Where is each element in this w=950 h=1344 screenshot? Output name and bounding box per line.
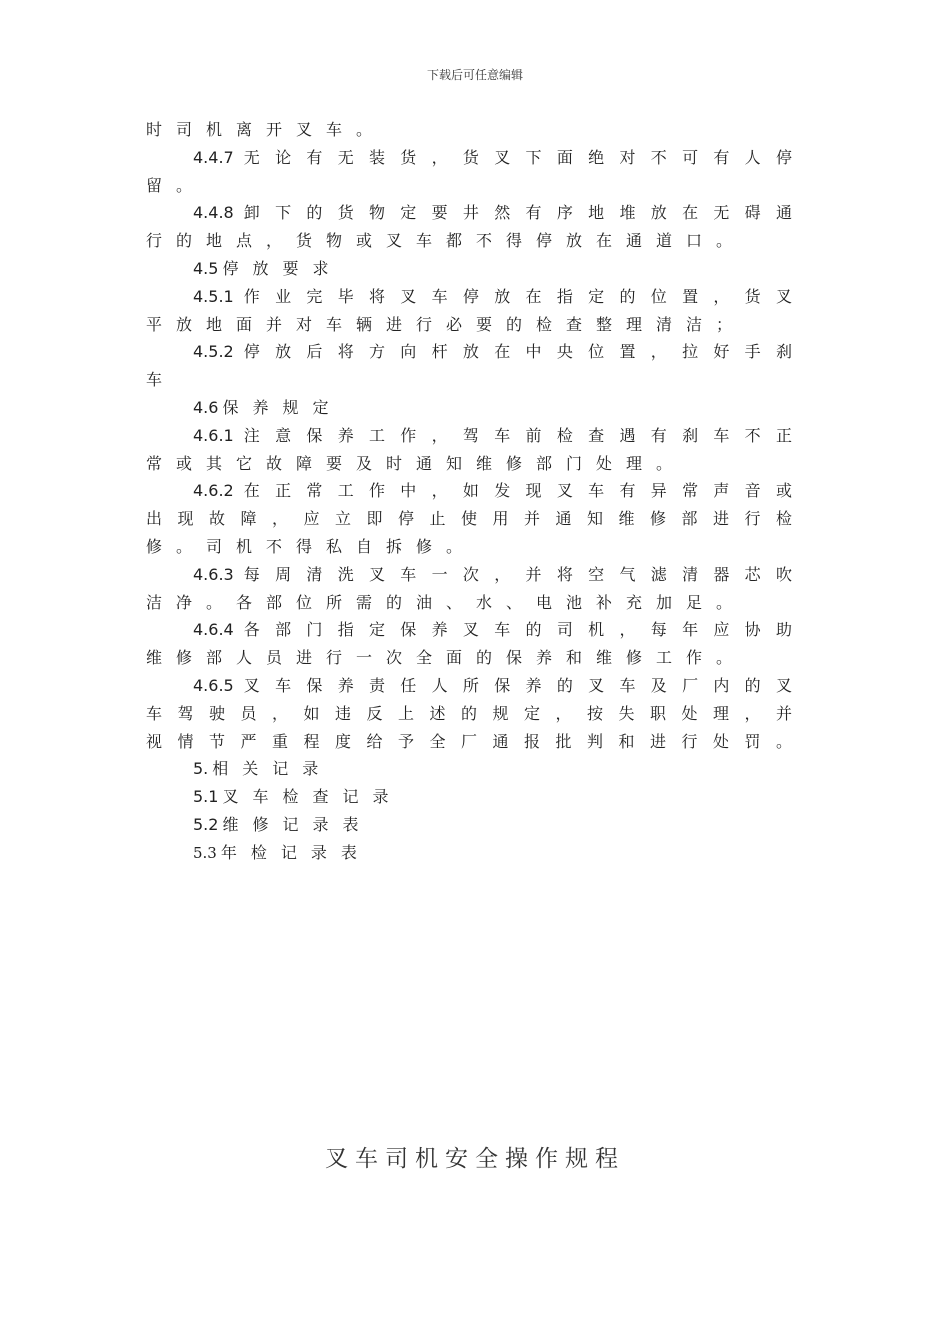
paragraph-line bbox=[146, 672, 792, 700]
section-number: 4.5 bbox=[193, 258, 219, 278]
paragraph-line bbox=[146, 338, 792, 366]
line-text: 卸 下 的 货 物 定 要 井 然 有 序 地 堆 放 在 无 碍 通 bbox=[237, 203, 792, 223]
line-text: 无 论 有 无 装 货 ， 货 叉 下 面 绝 对 不 可 有 人 停 bbox=[237, 147, 792, 167]
line-text: 相关记录 bbox=[212, 759, 333, 779]
section-number: 4.6.3 bbox=[193, 564, 234, 584]
paragraph-line bbox=[146, 422, 792, 450]
paragraph-line bbox=[146, 450, 792, 478]
document-title: 叉车司机安全操作规程 bbox=[325, 1146, 625, 1172]
line-text: 各 部 门 指 定 保 养 叉 车 的 司 机 ， 每 年 应 协 助 bbox=[237, 620, 792, 640]
section-number: 4.6 bbox=[193, 397, 219, 417]
paragraph-line bbox=[146, 783, 792, 811]
paragraph-line bbox=[146, 227, 792, 255]
paragraph-line bbox=[146, 839, 792, 867]
document-body bbox=[146, 116, 792, 867]
line-text: 在 正 常 工 作 中 ， 如 发 现 叉 车 有 异 常 声 音 或 bbox=[237, 481, 792, 501]
paragraph-line bbox=[146, 144, 792, 172]
line-text: 维修记录表 bbox=[222, 814, 373, 834]
paragraph-line bbox=[146, 755, 792, 783]
line-text: 车 bbox=[146, 370, 177, 390]
paragraph-line bbox=[146, 283, 792, 311]
paragraph-line bbox=[146, 394, 792, 422]
section-number: 5.2 bbox=[193, 814, 219, 834]
section-number: 4.6.4 bbox=[193, 620, 234, 640]
paragraph-line bbox=[146, 366, 792, 394]
paragraph-line bbox=[146, 589, 792, 617]
paragraph-line bbox=[146, 199, 792, 227]
line-text: 停 放 后 将 方 向 杆 放 在 中 央 位 置 ， 拉 好 手 刹 bbox=[237, 342, 792, 362]
line-text: 年检记录表 bbox=[220, 842, 371, 862]
line-text: 作 业 完 毕 将 叉 车 停 放 在 指 定 的 位 置 ， 货 叉 bbox=[237, 286, 792, 306]
section-number: 5. bbox=[193, 759, 209, 779]
line-text: 洁净。各部位所需的油、水、电池补充加足。 bbox=[146, 592, 747, 612]
paragraph-line bbox=[146, 477, 792, 505]
line-text: 维修部人员进行一次全面的保养和维修工作。 bbox=[146, 648, 747, 668]
section-number: 4.4.7 bbox=[193, 147, 234, 167]
line-text: 停放要求 bbox=[222, 258, 343, 278]
line-text: 车 驾 驶 员 ， 如 违 反 上 述 的 规 定 ， 按 失 职 处 理 ， 并 bbox=[146, 703, 792, 723]
line-text: 每 周 清 洗 叉 车 一 次 ， 并 将 空 气 滤 清 器 芯 吹 bbox=[237, 564, 792, 584]
paragraph-line bbox=[146, 561, 792, 589]
paragraph-line bbox=[146, 811, 792, 839]
line-text: 修。司机不得私自拆修。 bbox=[146, 536, 477, 556]
line-text: 平放地面并对车辆进行必要的检查整理清洁； bbox=[146, 314, 747, 334]
line-text: 叉 车 保 养 责 任 人 所 保 养 的 叉 车 及 厂 内 的 叉 bbox=[237, 675, 792, 695]
section-number: 4.6.5 bbox=[193, 675, 234, 695]
section-number: 4.4.8 bbox=[193, 203, 234, 223]
line-text: 时司机离开叉车。 bbox=[146, 120, 387, 139]
line-text: 常或其它故障要及时通知维修部门处理。 bbox=[146, 453, 687, 473]
paragraph-line bbox=[146, 311, 792, 339]
line-text: 注 意 保 养 工 作 ， 驾 车 前 检 查 遇 有 刹 车 不 正 bbox=[237, 425, 792, 445]
paragraph-line bbox=[146, 116, 792, 144]
line-text: 行的地点，货物或叉车都不得停放在通道口。 bbox=[146, 231, 747, 251]
paragraph-line bbox=[146, 533, 792, 561]
page-header: 下载后可任意编辑 bbox=[426, 68, 523, 82]
section-number: 5.1 bbox=[193, 787, 219, 807]
section-number: 5.3 bbox=[193, 843, 217, 862]
section-number: 4.5.2 bbox=[193, 342, 234, 362]
section-number: 4.5.1 bbox=[193, 286, 234, 306]
line-text: 留。 bbox=[146, 175, 207, 195]
paragraph-line bbox=[146, 255, 792, 283]
section-number: 4.6.1 bbox=[193, 425, 234, 445]
paragraph-line bbox=[146, 700, 792, 728]
paragraph-line bbox=[146, 172, 792, 200]
paragraph-line bbox=[146, 616, 792, 644]
paragraph-line bbox=[146, 728, 792, 756]
line-text: 出 现 故 障 ， 应 立 即 停 止 使 用 并 通 知 维 修 部 进 行 检 bbox=[146, 509, 792, 529]
section-number: 4.6.2 bbox=[193, 481, 234, 501]
paragraph-line bbox=[146, 505, 792, 533]
line-text: 视 情 节 严 重 程 度 给 予 全 厂 通 报 批 判 和 进 行 处 罚 。 bbox=[146, 731, 792, 751]
line-text: 保养规定 bbox=[222, 397, 343, 417]
line-text: 叉车检查记录 bbox=[222, 787, 403, 807]
paragraph-line bbox=[146, 644, 792, 672]
